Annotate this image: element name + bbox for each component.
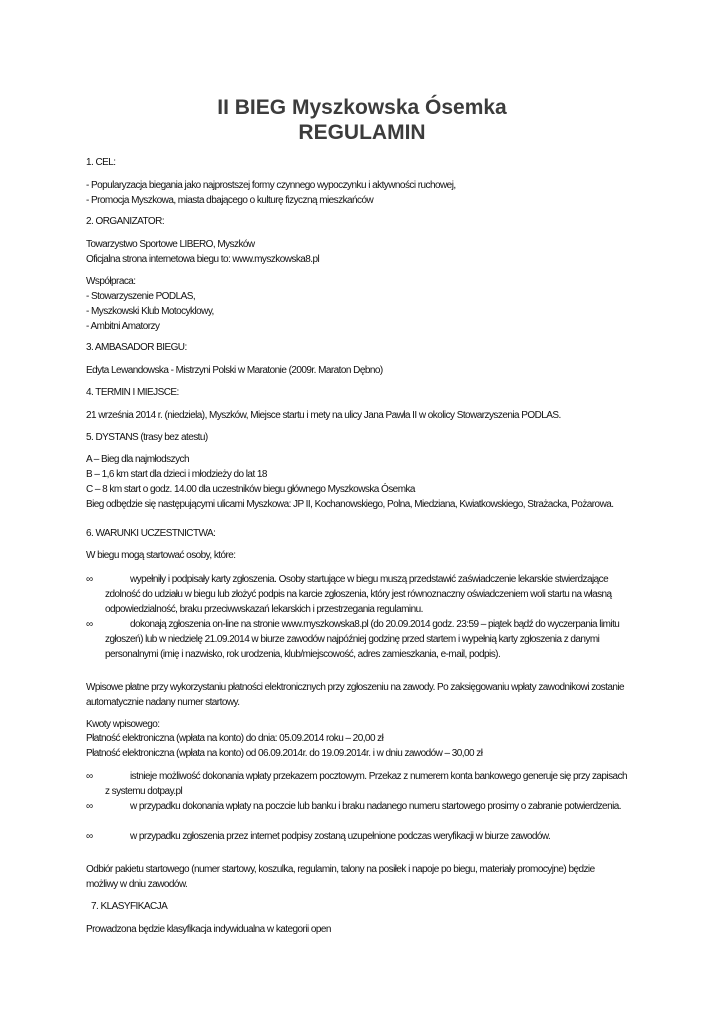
cooperation-item: - Myszkowski Klub Motocyklowy, [86, 306, 214, 317]
online-signature-note: w przypadku zgłoszenia przez internet podpisy zostaną uzupełnione podczas weryfikacji w biurze zawodów. [130, 831, 551, 842]
section-1-item: - Popularyzacja biegania jako najprostszej formy czynnego wypoczynku i aktywności ruchowej, [86, 180, 456, 191]
section-1-heading: 1. CEL: [86, 157, 116, 168]
distance-line: C – 8 km start o godz. 14.00 dla uczestników biegu głównego Myszkowska Ósemka [86, 484, 415, 495]
section-7-heading: 7. KLASYFIKACJA [91, 901, 168, 912]
infinity-bullet-icon: ∞ [86, 801, 94, 812]
distance-line: B – 1,6 km start dla dzieci i młodzieży do lat 18 [86, 469, 267, 480]
section-3-heading: 3. AMBASADOR BIEGU: [86, 342, 187, 353]
infinity-bullet-icon: ∞ [86, 619, 94, 630]
cooperation-item: - Ambitni Amatorzy [86, 321, 160, 332]
pickup-text: możliwy w dniu zawodów. [86, 879, 188, 890]
conditions-intro: W biegu mogą startować osoby, które: [86, 550, 236, 561]
cooperation-item: - Stowarzyszenie PODLAS, [86, 291, 196, 302]
classification-text: Prowadzona będzie klasyfikacja indywidualna w kategorii open [86, 924, 331, 935]
section-1-item: - Promocja Myszkowa, miasta dbającego o kulturę fizyczną mieszkańców [86, 195, 374, 206]
postal-transfer-line: istnieje możliwość dokonania wpłaty przekazem pocztowym. Przekaz z numerem konta bankowego generuje się przy zapisach [130, 771, 628, 782]
section-4-heading: 4. TERMIN I MIEJSCE: [86, 387, 179, 398]
payment-text: Wpisowe płatne przy wykorzystaniu płatności elektronicznych przy zgłoszeniu na zawody. Po zaksięgowaniu wpłaty zawodnikowi zostanie [86, 682, 625, 693]
distance-line: A – Bieg dla najmłodszych [86, 454, 189, 465]
fee-line: Płatność elektroniczna (wpłata na konto) od 06.09.2014r. do 19.09.2014r. i w dniu zawodów – 30,00 zł [86, 748, 483, 759]
condition-1-line: zdolność do udziału w biegu lub złożyć podpis na karcie zgłoszenia, który jest równoznaczny oświadczeniem woli startu na własną [105, 589, 612, 600]
document-title: II BIEG Myszkowska Ósemka [217, 96, 507, 119]
condition-2-line: dokonają zgłoszenia on-line na stronie www.myszkowska8.pl (do 20.09.2014 godz. 23:59 – piątek bądź do wyczerpania limitu [130, 619, 620, 630]
bank-payment-note: w przypadku dokonania wpłaty na poczcie lub banku i braku nadanego numeru startowego prosimy o zabranie potwierdzenia. [130, 801, 621, 812]
infinity-bullet-icon: ∞ [86, 574, 94, 585]
website-line: Oficjalna strona internetowa biegu to: www.myszkowska8.pl [86, 254, 320, 265]
infinity-bullet-icon: ∞ [86, 771, 94, 782]
condition-2-line: personalnymi (imię i nazwisko, rok urodzenia, klub/miejscowość, adres zamieszkania, e-mail, podpis). [105, 649, 501, 660]
cooperation-heading: Współpraca: [86, 276, 136, 287]
fee-line: Płatność elektroniczna (wpłata na konto) do dnia: 05.09.2014 roku – 20,00 zł [86, 733, 384, 744]
pickup-text: Odbiór pakietu startowego (numer startowy, koszulka, regulamin, talony na posiłek i napoje po biegu, materiały promocyjne) będzie [86, 864, 595, 875]
condition-2-line: zgłoszeń) lub w niedzielę 21.09.2014 w biurze zawodów najpóźniej godzinę przed startem i wypełnią karty zgłoszenia z danymi [105, 634, 600, 645]
route-line: Bieg odbędzie się następującymi ulicami Myszkowa: JP II, Kochanowskiego, Polna, Miedziana, Kwiatkowskiego, Strażacka, Pożarowa. [86, 499, 614, 510]
condition-1-line: wypełniły i podpisały karty zgłoszenia. Osoby startujące w biegu muszą przedstawić zaświadczenie lekarskie stwierdzające [130, 574, 609, 585]
payment-text: automatycznie nadany numer startowy. [86, 697, 240, 708]
organizer-line: Towarzystwo Sportowe LIBERO, Myszków [86, 239, 255, 250]
section-6-heading: 6. WARUNKI UCZESTNICTWA: [86, 528, 216, 539]
ambassador-text: Edyta Lewandowska - Mistrzyni Polski w Maratonie (2009r. Maraton Dębno) [86, 365, 383, 376]
date-place-text: 21 września 2014 r. (niedziela), Myszków, Miejsce startu i mety na ulicy Jana Pawła II w okolicy Stowarzyszenia PODLAS. [86, 410, 561, 421]
postal-transfer-line: z systemu dotpay.pl [105, 786, 183, 797]
condition-1-line: odpowiedzialność, braku przeciwwskazań lekarskich i przestrzegania regulaminu. [105, 604, 423, 615]
infinity-bullet-icon: ∞ [86, 831, 94, 842]
fees-heading: Kwoty wpisowego: [86, 719, 160, 730]
document-subtitle: REGULAMIN [298, 121, 426, 144]
section-5-heading: 5. DYSTANS (trasy bez atestu) [86, 432, 208, 443]
section-2-heading: 2. ORGANIZATOR: [86, 216, 165, 227]
